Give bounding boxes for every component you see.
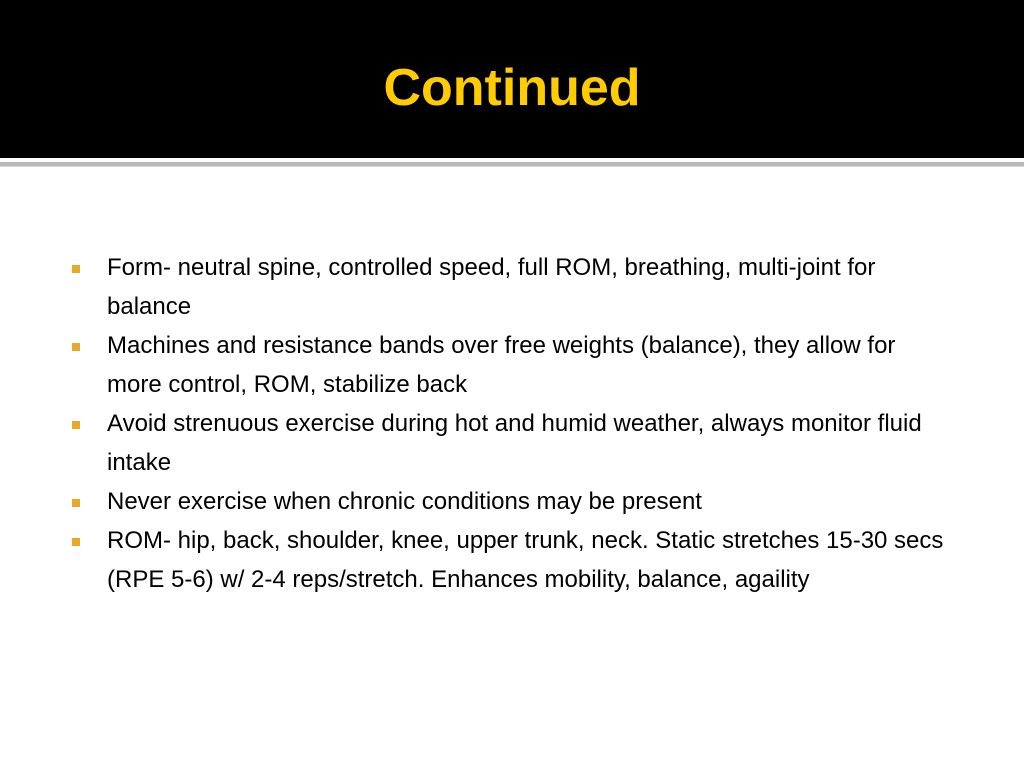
bullet-square-icon — [72, 265, 80, 273]
bullet-square-icon — [72, 421, 80, 429]
bullet-text: Never exercise when chronic conditions may be present — [107, 488, 702, 515]
slide-title: Continued — [383, 59, 641, 117]
bullet-text: Machines and resistance bands over free weights (balance), they allow for more control, ROM, stabilize back — [107, 332, 896, 398]
bullet-square-icon — [72, 499, 80, 507]
title-divider — [0, 162, 1024, 167]
bullet-item — [70, 482, 950, 521]
bullet-text: Avoid strenuous exercise during hot and humid weather, always monitor fluid intake — [107, 410, 922, 476]
bullet-item — [70, 248, 950, 326]
bullet-text: Form- neutral spine, controlled speed, full ROM, breathing, multi-joint for balance — [107, 254, 876, 320]
bullet-item — [70, 326, 950, 404]
bullet-text: ROM- hip, back, shoulder, knee, upper trunk, neck. Static stretches 15-30 secs (RPE 5-6) w/ 2-4 reps/stretch. Enhances mobility, balance, agaility — [107, 527, 944, 593]
bullet-square-icon — [72, 538, 80, 546]
bullet-item — [70, 404, 950, 482]
bullet-square-icon — [72, 343, 80, 351]
bullet-list — [70, 248, 950, 599]
bullet-item — [70, 521, 950, 599]
